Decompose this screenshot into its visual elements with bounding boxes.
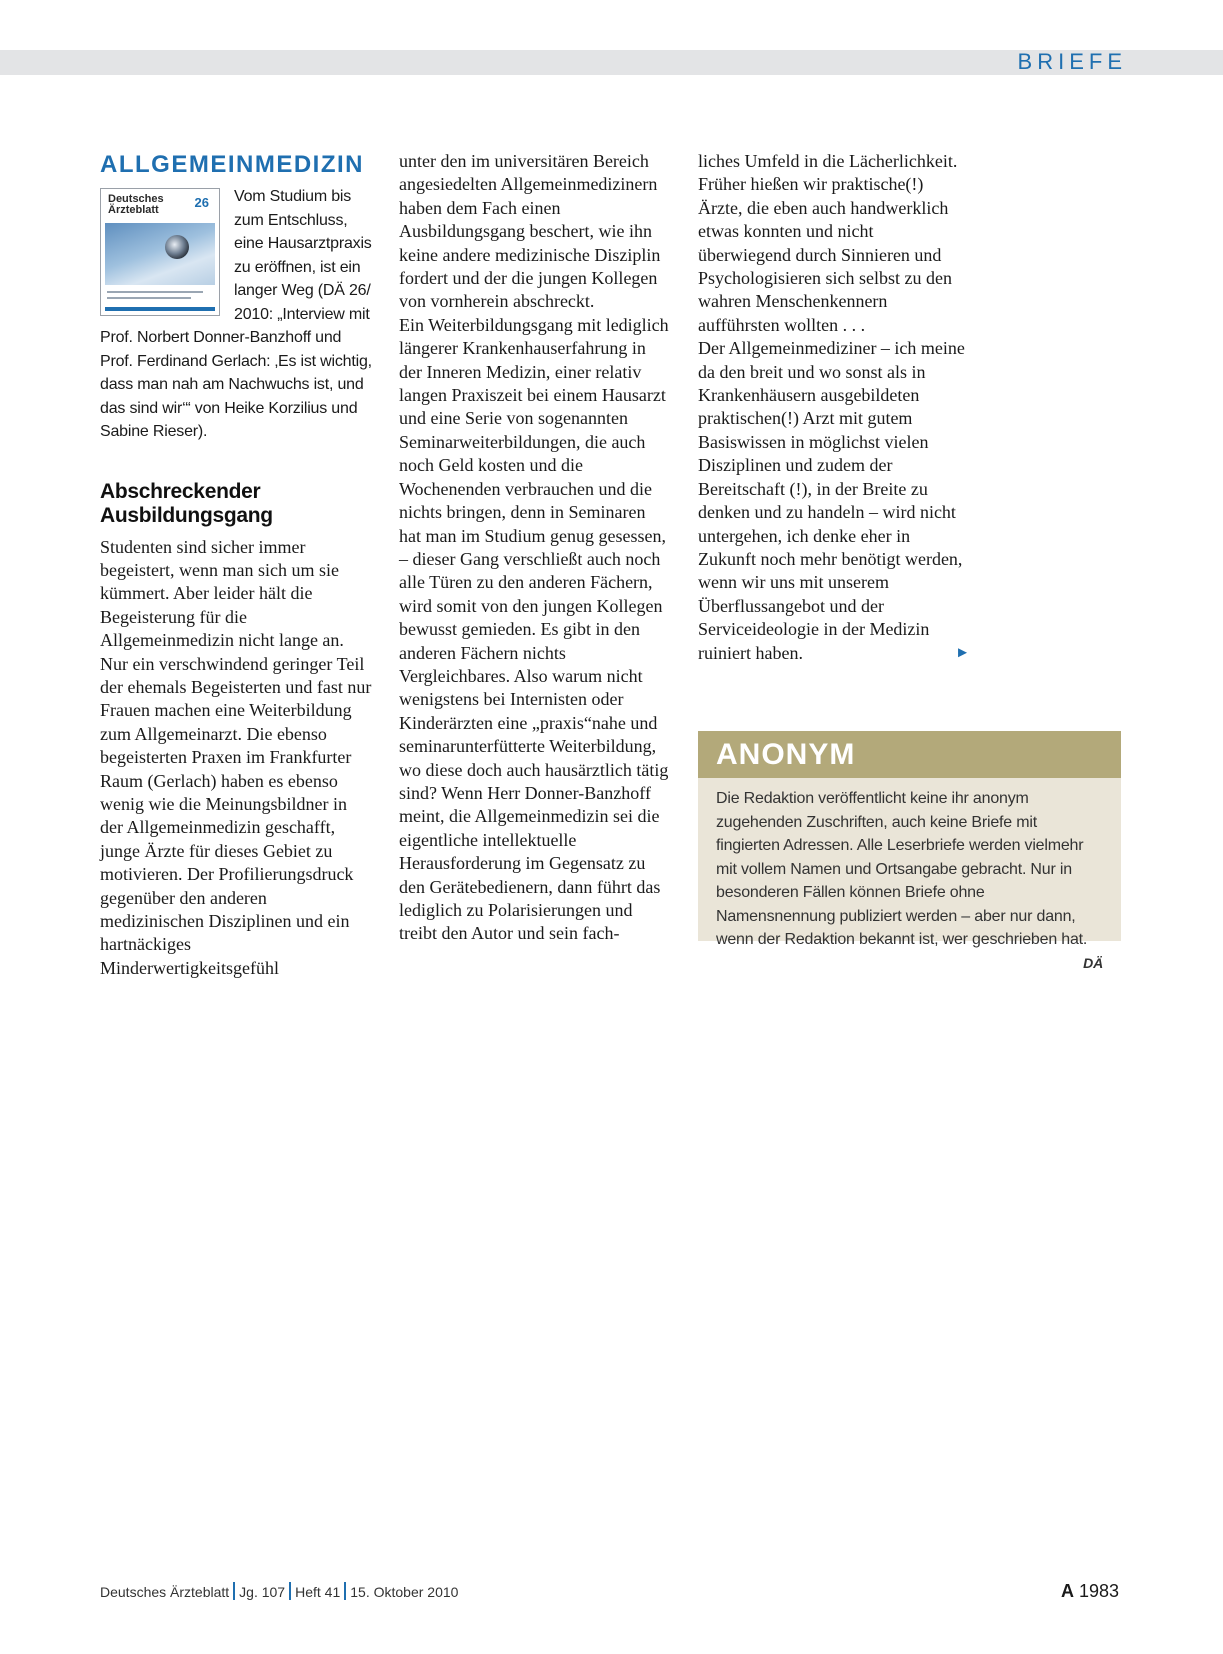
paragraph-text: Der Allgemeinmediziner – ich meine da den breit und wo sonst als in Krankenhäusern ausgebildeten praktischen(!) Arzt mit gutem Basiswissen in möglichst vielen Disziplinen und zudem der Bereitschaft (!), in der Breite zu denken und zu handeln – wird nicht untergehen, ich denke eher in Zukunft noch mehr benötigt werden, wenn wir uns mit unserem Überflussangebot und der Serviceideologie in der Medizin ruiniert haben. (698, 338, 965, 663)
footer-separator (233, 1582, 235, 1600)
cover-footer-strip (105, 287, 215, 311)
column-3 (698, 150, 970, 665)
end-arrow-icon: ► (955, 644, 970, 661)
footer-separator (289, 1582, 291, 1600)
anonym-heading: ANONYM (698, 731, 1121, 778)
anonym-body: Die Redaktion veröffentlicht keine ihr anonym zugehenden Zuschriften, auch keine Briefe mit fingierten Adressen. Alle Leserbriefe werden vielmehr mit vollem Namen und Ortsangabe gebracht. Nur in besonderen Fällen können Briefe ohne Namensnennung publiziert werden – aber nur dann, wenn der Redaktion bekannt ist, wer geschrieben hat. (716, 790, 1088, 948)
magazine-cover-image (100, 188, 220, 316)
cover-title: Deutsches Ärzteblatt (108, 193, 164, 216)
anonym-text (698, 778, 1121, 971)
footer-volume: Jg. 107 (239, 1584, 286, 1600)
cover-issue-number: 26 (194, 195, 209, 210)
page-prefix: A (1060, 1581, 1074, 1601)
page-number (1061, 1579, 1119, 1603)
page-number-value: 1983 (1078, 1581, 1119, 1601)
column-2 (399, 150, 671, 946)
stethoscope-icon (165, 235, 189, 259)
footer-separator (344, 1582, 346, 1600)
paragraph: Früher hießen wir praktische(!) Ärzte, die eben auch handwerklich etwas konnten und nicht überwiegend durch Sinnieren und Psychologisieren sich selbst zu den wahren Menschenkennern aufführsten wollten . . . (698, 174, 952, 335)
paragraph: unter den im universitären Bereich angesiedelten Allgemeinmedizinern haben dem Fach einen Ausbildungsgang beschert, wie ihn keine andere medizinische Disziplin fordert und der die jungen Kollegen von vornherein abschreckt. (399, 151, 661, 312)
column-1 (100, 150, 372, 980)
letter-body-part-1: Studenten sind sicher immer begeistert, wenn man sich um sie kümmert. Aber leider hält die Begeisterung für die Allgemeinmedizin nicht lange an. Nur ein verschwindend geringer Teil der ehemals Begeisterten und fast nur Frauen machen eine Weiterbildung zum Allgemeinarzt. Die ebenso begeisterten Praxen im Frankfurter Raum (Gerlach) haben es ebenso wenig wie die Meinungsbildner in der Allgemeinmedizin geschafft, junge Ärzte für dieses Gebiet zu motivieren. Der Profilierungsdruck gegenüber den anderen medizinischen Disziplinen und ein hartnäckiges Minderwertigkeitsgefühl (100, 536, 372, 978)
anonym-info-box (698, 731, 1121, 971)
footer-citation (100, 1582, 458, 1602)
section-label: BRIEFE (1017, 49, 1127, 74)
footer-issue: Heft 41 (295, 1584, 341, 1600)
paragraph: Ein Weiterbildungsgang mit lediglich längerer Krankenhauserfahrung in der Inneren Medizin, einer relativ langen Praxiszeit bei einem Hausarzt und eine Serie von sogenannten Seminarweiterbildungen, die auch noch Geld kosten und die Wochenenden verbrauchen und die nichts bringen, denn in Seminaren hat man im Studium genug gesessen, – dieser Gang verschließt auch noch alle Türen zu den anderen Fächern, wird somit von den jungen Kollegen bewusst gemieden. Es gibt in den anderen Fächern nichts Vergleichbares. Also warum nicht wenigstens bei Internisten oder Kinderärzten eine „praxis“nahe und seminarunterfütterte Weiterbildung, wo diese doch auch hausärztlich tätig sind? Wenn Herr Donner-Banzhoff meint, die Allgemeinmedizin sei die eigentliche intellektuelle Herausforderung im Gegensatz zu den Gerätebedienern, dann führt das lediglich zu Polarisierungen und treibt den Autor und sein fach- (399, 314, 669, 944)
letter-heading: Abschreckender Ausbildungsgang (100, 479, 273, 527)
letter-intro: Vom Studium bis zum Entschluss, eine Hausarztpraxis zu eröffnen, ist ein langer Weg (DÄ 26/ 2010: „Interview mit Prof. Norbert Donner-Banzhoff und Prof. Ferdinand Gerlach: ‚Es ist wichtig, dass man nah am Nachwuchs ist, und das sind wir‘“ von Heike Korzilius und Sabine Rieser). (100, 188, 372, 440)
paragraph (698, 337, 970, 665)
paragraph: liches Umfeld in die Lächerlichkeit. (698, 151, 958, 171)
topic-heading: ALLGEMEINMEDIZIN (100, 151, 364, 178)
anonym-signature: DÄ (1083, 954, 1103, 971)
footer-date: 15. Oktober 2010 (350, 1584, 459, 1600)
cover-artwork (105, 223, 215, 285)
footer-journal: Deutsches Ärzteblatt (100, 1584, 230, 1600)
